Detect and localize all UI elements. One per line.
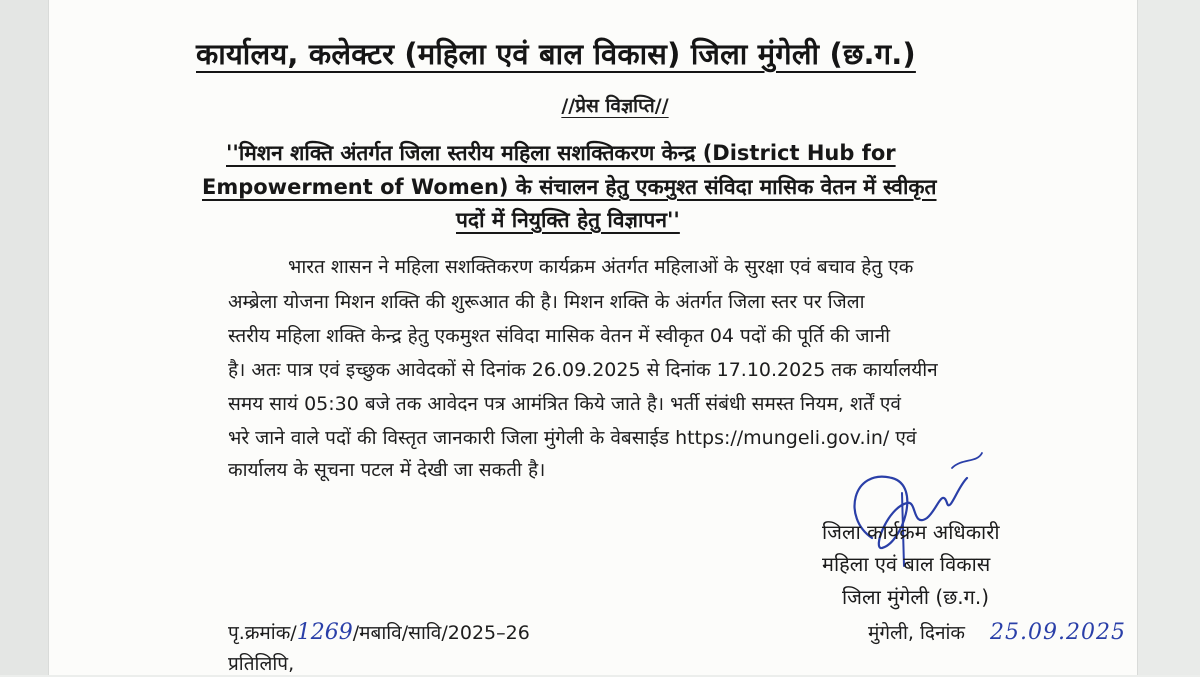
signature-district: जिला मुंगेली (छ.ग.)	[842, 585, 990, 609]
reference-number	[228, 620, 530, 646]
body-line-7: कार्यालय के सूचना पटल में देखी जा सकती है।	[228, 459, 546, 481]
subject-line-2: Empowerment of Women) के संचालन हेतु एकमुश्त संविदा मासिक वेतन में स्वीकृत	[202, 175, 937, 199]
body-line-2: अम्ब्रेला योजना मिशन शक्ति की शुरूआत की है। मिशन शक्ति के अंतर्गत जिला स्तर पर जिला	[228, 291, 865, 313]
body-line-6: भरे जाने वाले पदों की विस्तृत जानकारी जिला मुंगेली के वेबसाईड https://mungeli.gov.in/ एवं	[228, 427, 917, 449]
body-line-4: है। अतः पात्र एवं इच्छुक आवेदकों से दिनांक 26.09.2025 से दिनांक 17.10.2025 तक कार्यालयीन	[228, 359, 938, 381]
scan-left-margin	[0, 0, 48, 675]
issue-date-handwritten: 25.09.2025	[990, 620, 1126, 645]
signature-designation: जिला कार्यक्रम अधिकारी	[822, 520, 1000, 544]
office-title: कार्यालय, कलेक्टर (महिला एवं बाल विकास) जिला मुंगेली (छ.ग.)	[196, 37, 916, 71]
body-line-3: स्तरीय महिला शक्ति केन्द्र हेतु एकमुश्त संविदा मासिक वेतन में स्वीकृत 04 पदों की पूर्ति की जानी	[228, 325, 891, 347]
copy-label: प्रतिलिपि,	[228, 653, 295, 675]
reference-suffix: /मबावि/सावि/2025–26	[352, 622, 530, 644]
scan-right-margin	[1138, 0, 1200, 675]
press-release-label: //प्रेस विज्ञप्ति//	[561, 95, 669, 117]
issue-date-label: मुंगेली, दिनांक	[868, 622, 966, 644]
body-line-5: समय सायं 05:30 बजे तक आवेदन पत्र आमंत्रित किये जाते है। भर्ती संबंधी समस्त नियम, शर्तें एवं	[228, 393, 901, 415]
signature-department: महिला एवं बाल विकास	[822, 552, 991, 576]
reference-handwritten-number: 1269	[296, 620, 353, 645]
body-line-1: भारत शासन ने महिला सशक्तिकरण कार्यक्रम अंतर्गत महिलाओं के सुरक्षा एवं बचाव हेतु एक	[288, 256, 914, 278]
subject-line-1: ''मिशन शक्ति अंतर्गत जिला स्तरीय महिला सशक्तिकरण केन्द्र (District Hub for	[226, 141, 896, 165]
subject-line-3: पदों में नियुक्ति हेतु विज्ञापन''	[456, 208, 680, 232]
reference-prefix: पृ.क्रमांक/	[228, 622, 297, 644]
